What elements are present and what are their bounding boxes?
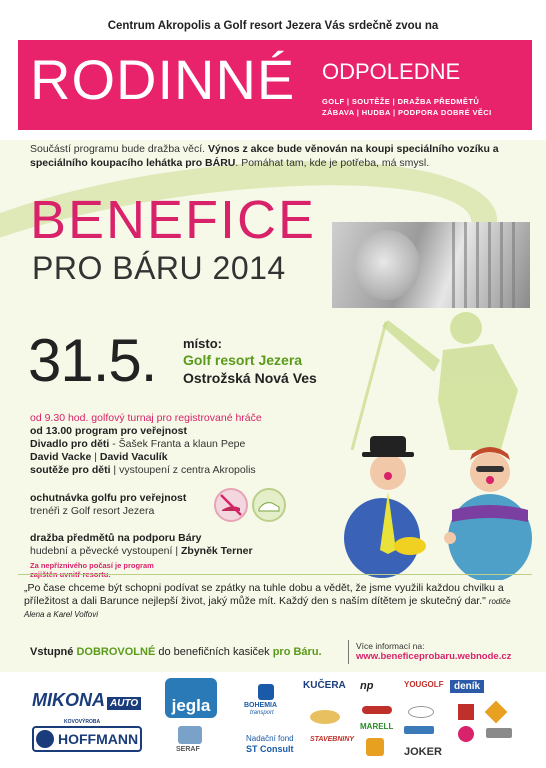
- program-line-4: [30, 451, 168, 464]
- sponsors-area: [0, 672, 546, 768]
- divider-line: [348, 640, 349, 664]
- golf-shoe-icon: [252, 488, 286, 522]
- program-line-2: [30, 425, 187, 438]
- entry-line: [30, 646, 322, 658]
- program-david-vacke: David Vacke: [30, 451, 92, 463]
- golf-shoe-symbol: [254, 490, 284, 520]
- golfer-head: [450, 312, 482, 344]
- golfer-arm: [382, 320, 440, 372]
- clown2-glasses: [476, 466, 504, 472]
- program-trainers: trenéři z Golf resort Jezera: [30, 505, 155, 517]
- child-photo: [332, 222, 530, 308]
- logo-nadacni-fond: Nadační fond: [246, 734, 294, 743]
- logo-pink-circle: [458, 726, 474, 742]
- logo-hoffmann-top: KOVOVÝROBA: [64, 719, 101, 725]
- program-line-1: [30, 412, 262, 425]
- logo-joker: JOKER: [404, 746, 442, 758]
- logo-seraf-emblem: [178, 726, 202, 744]
- place-name: Golf resort Jezera: [183, 352, 303, 368]
- program-zbynek-terner: Zbyněk Terner: [181, 545, 253, 557]
- entry-voluntary: DOBROVOLNÉ: [76, 646, 156, 658]
- logo-jegla: [165, 678, 217, 718]
- crib-rail: [452, 222, 522, 308]
- event-date: 31.5.: [28, 327, 157, 394]
- logo-bohemia: BOHEMIA: [244, 702, 278, 709]
- clown1-hat: [370, 436, 406, 454]
- weather-note-line1: Za nepříznivého počasí je program: [30, 561, 154, 570]
- program-separator: |: [91, 451, 100, 463]
- program-golf-tournament: od 9.30 hod. golfový turnaj pro registrované hráče: [30, 412, 262, 424]
- intro-part1: Součástí programu bude dražba věcí.: [30, 143, 209, 155]
- logo-trophy: [366, 738, 384, 756]
- logo-hoffmann-emblem: [36, 730, 54, 748]
- program-line-3: [30, 438, 245, 451]
- event-year: 2014: [212, 250, 286, 286]
- program-music: hudební a pěvecké vystoupení |: [30, 545, 181, 557]
- logo-bohemia-sub: transport: [250, 710, 274, 716]
- program-line-5: [30, 464, 256, 477]
- entry-for-bara: pro Báru.: [272, 646, 322, 658]
- title-tags: [322, 96, 492, 118]
- program-contests: soutěže pro děti: [30, 464, 111, 476]
- benefice-heading: BENEFICE: [30, 190, 317, 250]
- logo-mikona-auto: AUTO: [107, 697, 141, 710]
- clown2-hand: [444, 532, 456, 544]
- quote-text: „Po čase chceme být schopni podívat se zpátky na tuhle dobu a vědět, že jsme využili každou chvilku a příležitost a dali Barunce nejlepší život, jaký může mít. Každý den s naším dítětem je skutečný dar.": [24, 582, 504, 607]
- logo-gray-mark: [486, 728, 512, 738]
- entry-part3: do benefičních kasiček: [155, 646, 273, 658]
- title-rodinne: RODINNÉ: [30, 48, 296, 111]
- logo-denik: deník: [450, 680, 484, 693]
- logo-red-mark: [362, 706, 392, 714]
- logo-jegla-text: jegla: [171, 696, 211, 715]
- logo-mikona-text: MIKONA: [32, 690, 105, 710]
- logo-tv: [458, 704, 474, 720]
- logo-bread: [310, 710, 340, 724]
- quote-block: [24, 582, 524, 621]
- program-golf-tasting: ochutnávka golfu pro veřejnost: [30, 492, 187, 504]
- more-info-url[interactable]: www.beneficeprobaru.webnode.cz: [356, 651, 512, 662]
- program-akropolis: | vystoupení z centra Akropolis: [110, 464, 256, 476]
- logo-stavebniny: STAVEBNINY: [310, 736, 355, 743]
- program-line-7: [30, 505, 154, 518]
- place-town: Ostrožská Nová Ves: [183, 370, 317, 386]
- logo-marell: MARELL: [360, 722, 394, 731]
- quote-signature: rodiče Alena a Karel Volfovi: [24, 597, 511, 619]
- child-face: [354, 230, 420, 300]
- place-label: místo:: [183, 336, 222, 351]
- title-tags-line1: GOLF | SOUTĚŽE | DRAŽBA PŘEDMĚTŮ: [322, 97, 480, 106]
- logo-oval: [408, 706, 434, 718]
- program-public-start: od 13.00 program pro veřejnost: [30, 425, 187, 437]
- logo-bohemia-emblem: [258, 684, 274, 700]
- logo-st-consult: ST Consult: [246, 744, 294, 754]
- clown2-nose: [486, 476, 494, 484]
- program-auction: dražba předmětů na podporu Báry: [30, 532, 202, 544]
- program-line-8: [30, 532, 202, 545]
- logo-orange-diamond: [485, 701, 508, 724]
- invitation-line: Centrum Akropolis a Golf resort Jezera Vás srdečně zvou na: [107, 20, 439, 32]
- clown1-nose: [384, 472, 392, 480]
- logo-hoffmann-text: HOFFMANN: [58, 731, 139, 747]
- pro-baru-text: PRO BÁRU: [32, 250, 204, 286]
- clowns-photo: [340, 430, 540, 580]
- program-line-6: [30, 492, 186, 505]
- title-odpoledne: ODPOLEDNE: [322, 59, 461, 84]
- program-theatre-names: - Šašek Franta a klaun Pepe: [109, 438, 246, 450]
- no-heels-symbol: [216, 490, 246, 520]
- entry-part1: Vstupné: [30, 646, 77, 658]
- program-line-9: [30, 545, 253, 558]
- intro-paragraph: [30, 142, 530, 170]
- logo-seraf: SERAF: [176, 746, 200, 753]
- intro-part2: Výnos z akce bude věnován na koupi speciálního vozíku a speciálního koupacího lehátka pro BÁRU: [30, 143, 499, 169]
- pro-baru-heading: [32, 250, 286, 286]
- logo-mikona: [32, 690, 141, 711]
- golf-icons: [208, 488, 288, 522]
- more-info-label: Více informací na:: [356, 641, 425, 651]
- logo-kucera: KUČERA: [303, 680, 346, 691]
- logo-yougolf: YOUGOLF: [404, 680, 444, 689]
- logo-hoffmann: [32, 719, 142, 752]
- program-theatre: Divadlo pro děti: [30, 438, 110, 450]
- weather-note-line2: zajištěn uvnitř resortu.: [30, 570, 111, 579]
- logo-blue-mark: [404, 726, 434, 734]
- clown1-prop: [394, 537, 426, 555]
- no-heels-icon: [214, 488, 248, 522]
- intro-part3: . Pomáhat tam, kde je potřeba, má smysl.: [235, 157, 430, 169]
- program-david-vaculik: David Vaculík: [99, 451, 168, 463]
- title-tags-line2: ZÁBAVA | HUDBA | PODPORA DOBRÉ VĚCI: [322, 108, 492, 117]
- logo-np: np: [360, 680, 374, 692]
